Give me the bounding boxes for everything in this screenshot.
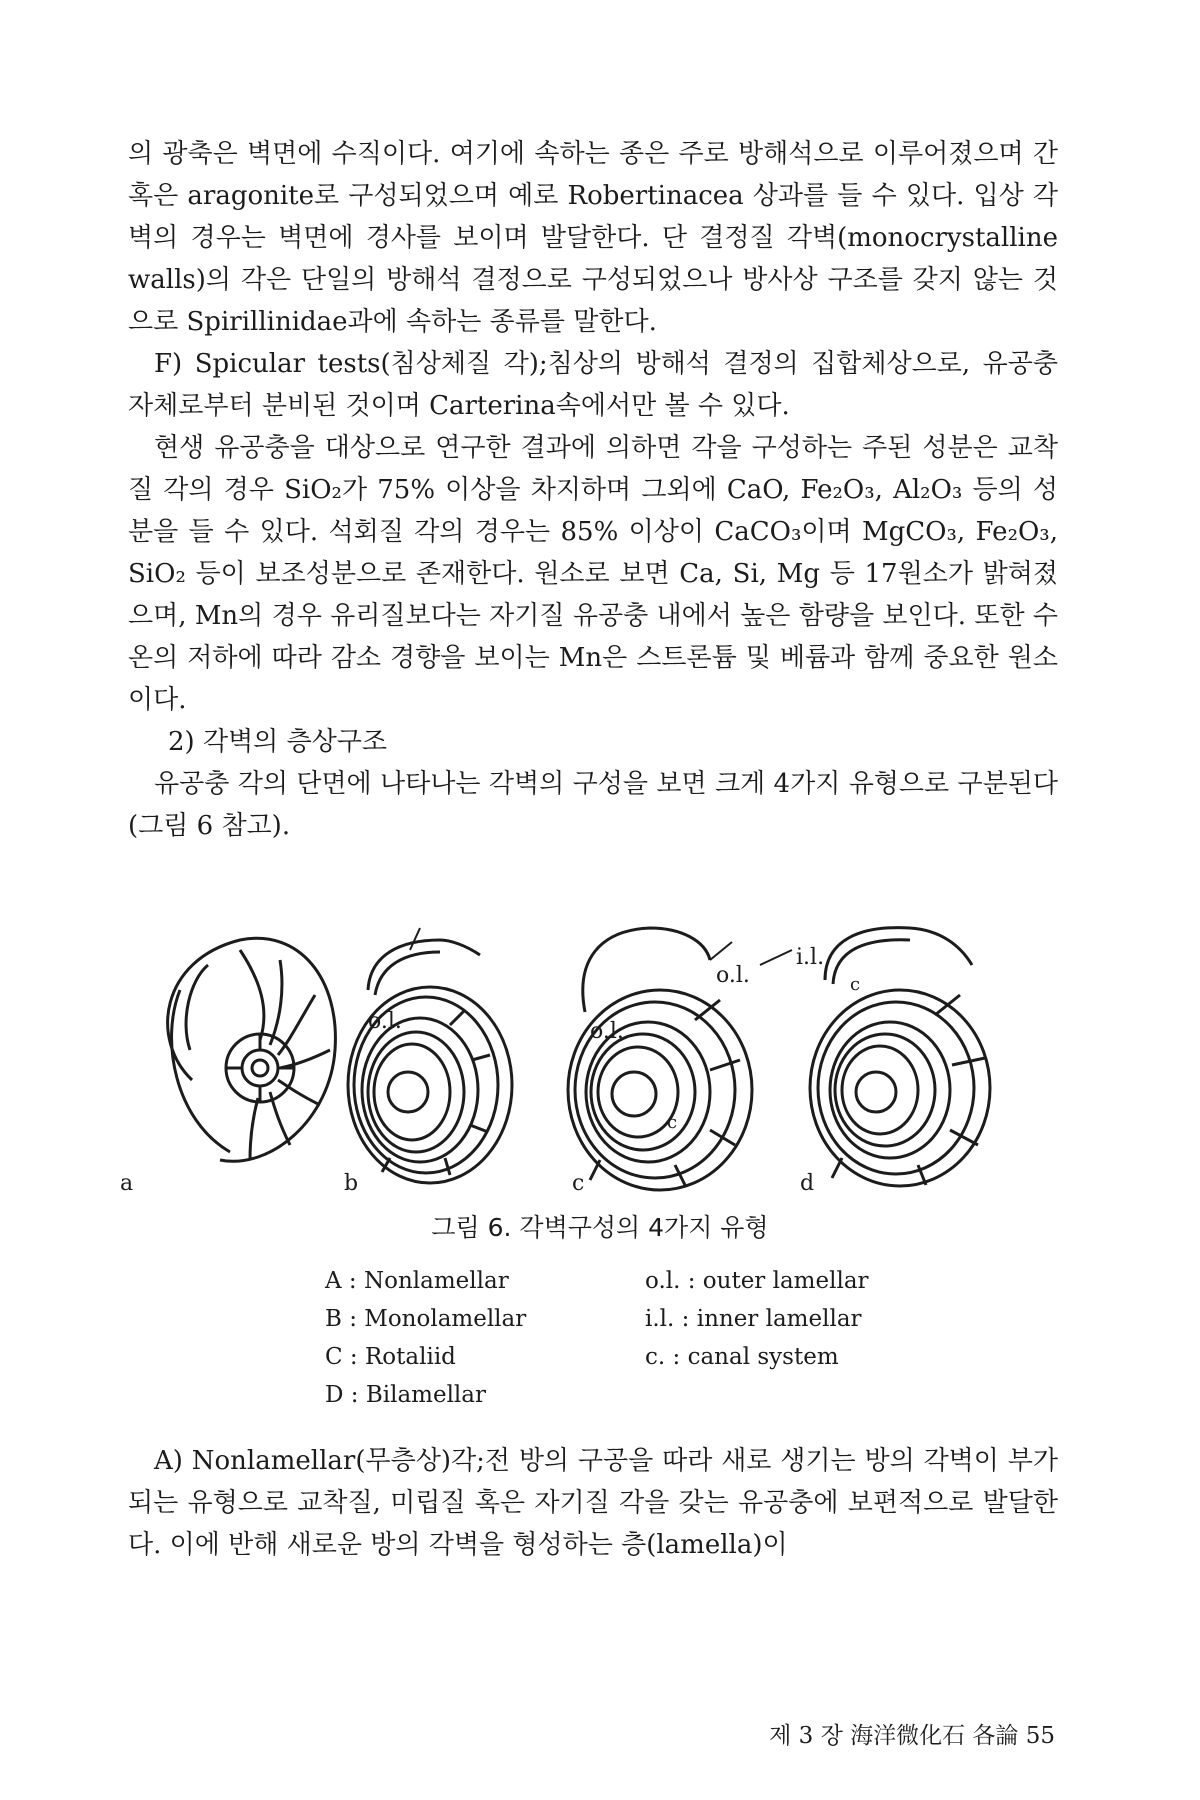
label-c: c: [572, 1171, 585, 1196]
legend-key: o.l.: [645, 1268, 681, 1294]
legend-row: D : Bilamellar: [325, 1382, 486, 1408]
figure-caption: 그림 6. 각벽구성의 4가지 유형: [431, 1213, 769, 1242]
legend-key: D: [325, 1382, 344, 1408]
legend-key: A: [325, 1268, 342, 1294]
legend-types: [325, 1262, 526, 1414]
label-a: a: [120, 1171, 134, 1196]
label-ol-d: o.l.: [716, 963, 750, 988]
section-heading: 2) 각벽의 층상구조: [168, 727, 388, 757]
legend-value: outer lamellar: [702, 1268, 869, 1294]
body-text-top: [128, 133, 1058, 847]
legend-key: C: [325, 1344, 343, 1370]
body-text-bottom: [128, 1440, 1058, 1566]
paragraph-nonlamellar: A) Nonlamellar(무층상)각;전 방의 구공을 따라 새로 생기는 방의 각벽이 부가되는 유형으로 교착질, 미립질 혹은 자기질 각을 갖는 유공충에 보편적으로 발달한다. 이에 반해 새로운 방의 각벽을 형성하는 층(lamella)이: [128, 1446, 1058, 1560]
label-ol-b: o.l.: [368, 1009, 402, 1034]
legend-abbreviations: [645, 1262, 869, 1376]
label-il-d: i.l.: [796, 945, 825, 970]
paragraph-1: 의 광축은 벽면에 수직이다. 여기에 속하는 종은 주로 방해석으로 이루어졌으며 간혹은 aragonite로 구성되었으며 예로 Robertinacea 상과를 들 수 있다. 입상 각벽의 경우는 벽면에 경사를 보이며 발달한다. 단 결정질 각벽(monocrystalline walls)의 각은 단일의 방해석 결정으로 구성되었으나 방사상 구조를 갖지 않는 것으로 Spirillinidae과에 속하는 종류를 말한다.: [128, 139, 1058, 337]
legend-key: c.: [645, 1344, 666, 1370]
legend-key: B: [325, 1306, 342, 1332]
label-ol-c: o.l.: [590, 1019, 624, 1044]
test-a-nonlamellar-drawing: [168, 938, 336, 1161]
paragraph-composition: 현생 유공충을 대상으로 연구한 결과에 의하면 각을 구성하는 주된 성분은 교착질 각의 경우 SiO₂가 75% 이상을 차지하며 그외에 CaO, Fe₂O₃, Al₂O₃ 등의 성분을 들 수 있다. 석회질 각의 경우는 85% 이상이 CaCO₃이며 MgCO₃, Fe₂O₃, SiO₂ 등이 보조성분으로 존재한다. 원소로 보면 Ca, Si, Mg 등 17원소가 밝혀졌으며, Mn의 경우 유리질보다는 자기질 유공충 내에서 높은 함량을 보인다. 또한 수온의 저하에 따라 감소 경향을 보이는 Mn은 스트론튬 및 베륨과 함께 중요한 원소이다.: [128, 433, 1058, 715]
legend-row: A : Nonlamellar: [325, 1268, 509, 1294]
label-d: d: [800, 1171, 815, 1196]
legend-key: i.l.: [645, 1306, 675, 1332]
test-d-bilamellar-drawing: [760, 928, 990, 1186]
legend-value: Monolamellar: [364, 1306, 527, 1332]
label-canal-d: c: [850, 974, 861, 995]
legend-row: o.l. : outer lamellar: [645, 1268, 869, 1294]
label-b: b: [344, 1171, 359, 1196]
legend-value: Bilamellar: [365, 1382, 486, 1408]
paragraph-spicular: F) Spicular tests(침상체질 각);침상의 방해석 결정의 집합체상으로, 유공충 자체로부터 분비된 것이며 Carterina속에서만 볼 수 있다.: [128, 349, 1058, 421]
page-footer: 제 3 장 海洋微化石 各論 55: [769, 1723, 1055, 1749]
label-canal-c: c: [667, 1112, 678, 1133]
legend-row: B : Monolamellar: [325, 1306, 527, 1332]
legend-value: canal system: [687, 1344, 839, 1370]
legend-row: C : Rotaliid: [325, 1344, 456, 1370]
legend-row: c. : canal system: [645, 1344, 839, 1370]
legend-value: Nonlamellar: [364, 1268, 509, 1294]
legend-value: inner lamellar: [696, 1306, 862, 1332]
legend-row: i.l. : inner lamellar: [645, 1306, 862, 1332]
legend-value: Rotaliid: [364, 1344, 456, 1370]
figure-6-wall-types: [120, 920, 1060, 1200]
paragraph-wall-structure: 유공충 각의 단면에 나타나는 각벽의 구성을 보면 크게 4가지 유형으로 구분된다(그림 6 참고).: [128, 769, 1058, 841]
test-b-monolamellar-drawing: [348, 928, 512, 1183]
